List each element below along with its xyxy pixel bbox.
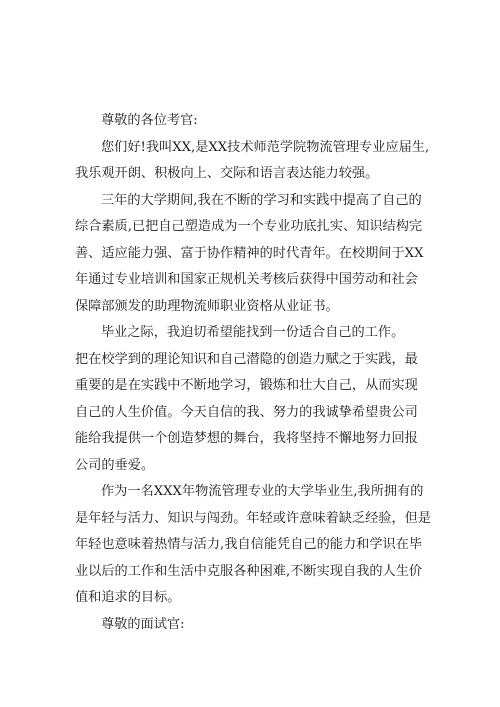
paragraph-line: 综合素质,已把自己塑造成为一个专业功底扎实、知识结构完 <box>75 219 423 234</box>
paragraph-line: 是年轻与活力、知识与闯劲。年轻或许意味着缺乏经验，但是 <box>75 510 432 526</box>
intro-line: 我乐观开朗、积极向上、交际和语言表达能力较强。 <box>75 166 379 181</box>
paragraph-line: 三年的大学期间,我在不断的学习和实践中提高了自己的 <box>101 192 422 208</box>
paragraph-line: 业以后的工作和生活中克服各种困难,不断实现自我的人生价 <box>75 563 423 579</box>
paragraph-line: 能给我提供一个创造梦想的舞台，我将坚持不懈地努力回报 <box>75 431 418 446</box>
letter-body <box>75 108 433 638</box>
paragraph-line: 值和追求的目标。 <box>75 590 181 605</box>
greeting: 尊敬的各位考官: <box>101 113 198 128</box>
paragraph-line: 年通过专业培训和国家正规机关考核后获得中国劳动和社会 <box>75 272 418 287</box>
paragraph-line: 把在校学到的理论知识和自己潜隐的创造力赋之于实践，最 <box>75 351 418 367</box>
paragraph-line: 保障部颁发的助理物流师职业资格从业证书。 <box>75 298 339 314</box>
intro-line: 您们好!我叫XX,是XX技术师范学院物流管理专业应届生, <box>101 139 430 155</box>
closing-greeting: 尊敬的面试官: <box>101 616 185 632</box>
paragraph-line: 毕业之际，我迫切希望能找到一份适合自己的工作。 <box>101 325 405 340</box>
paragraph-line: 自己的人生价值。今天自信的我、努力的我诚挚希望贵公司 <box>75 404 418 420</box>
paragraph-line: 善、适应能力强、富于协作精神的时代青年。在校期间于XX <box>75 245 424 261</box>
paragraph-line: 重要的是在实践中不断地学习，锻炼和壮大自己，从而实现 <box>75 378 418 393</box>
paragraph-line: 公司的垂爱。 <box>75 457 155 473</box>
paragraph-line: 作为一名XXX年物流管理专业的大学毕业生,我所拥有的 <box>101 484 424 499</box>
paragraph-line: 年轻也意味着热情与活力,我自信能凭自己的能力和学识在毕 <box>75 537 423 552</box>
